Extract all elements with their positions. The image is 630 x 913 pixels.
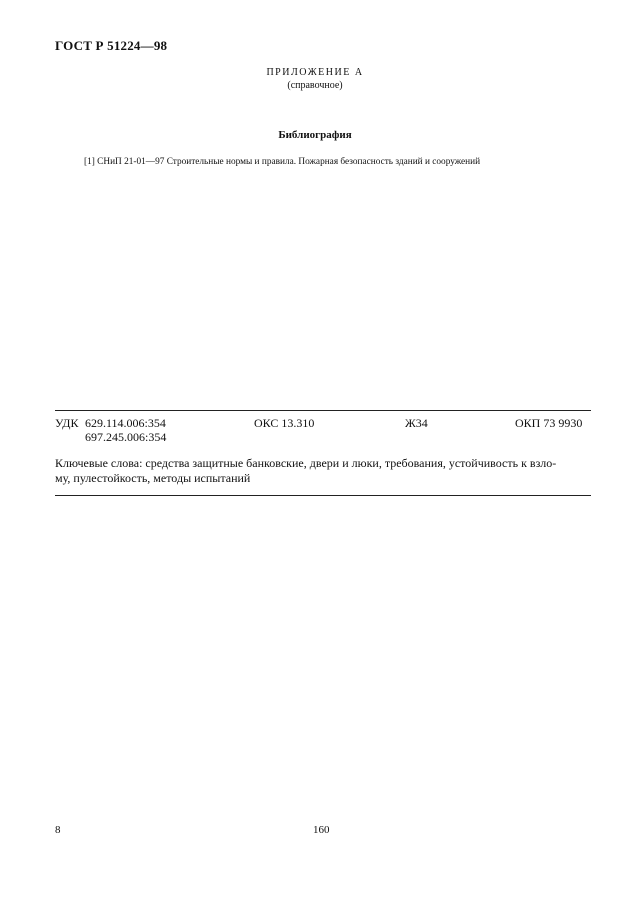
page-number-center: 160 <box>313 824 330 836</box>
appendix-subtitle: (справочное) <box>287 80 343 91</box>
top-divider <box>55 410 591 411</box>
document-header: ГОСТ Р 51224—98 <box>55 38 168 53</box>
udk-code: 697.245.006:354 <box>85 430 167 444</box>
bottom-divider <box>55 495 591 496</box>
oks-code: ОКС 13.310 <box>254 416 315 430</box>
keywords-line: му, пулестойкость, методы испытаний <box>55 471 251 485</box>
udk-label: УДК <box>55 416 79 430</box>
okp-code: ОКП 73 9930 <box>515 416 583 430</box>
zh-code: Ж34 <box>405 416 428 430</box>
page-number-left: 8 <box>55 824 61 836</box>
appendix-title: ПРИЛОЖЕНИЕ А <box>266 67 364 78</box>
keywords-line: Ключевые слова: средства защитные банковские, двери и люки, требования, устойчивость к взло- <box>55 456 557 470</box>
bibliography-heading: Библиография <box>278 129 352 141</box>
udk-code: 629.114.006:354 <box>85 416 166 430</box>
bibliography-entry: [1] СНиП 21-01—97 Строительные нормы и правила. Пожарная безопасность зданий и сооружений <box>84 157 481 167</box>
